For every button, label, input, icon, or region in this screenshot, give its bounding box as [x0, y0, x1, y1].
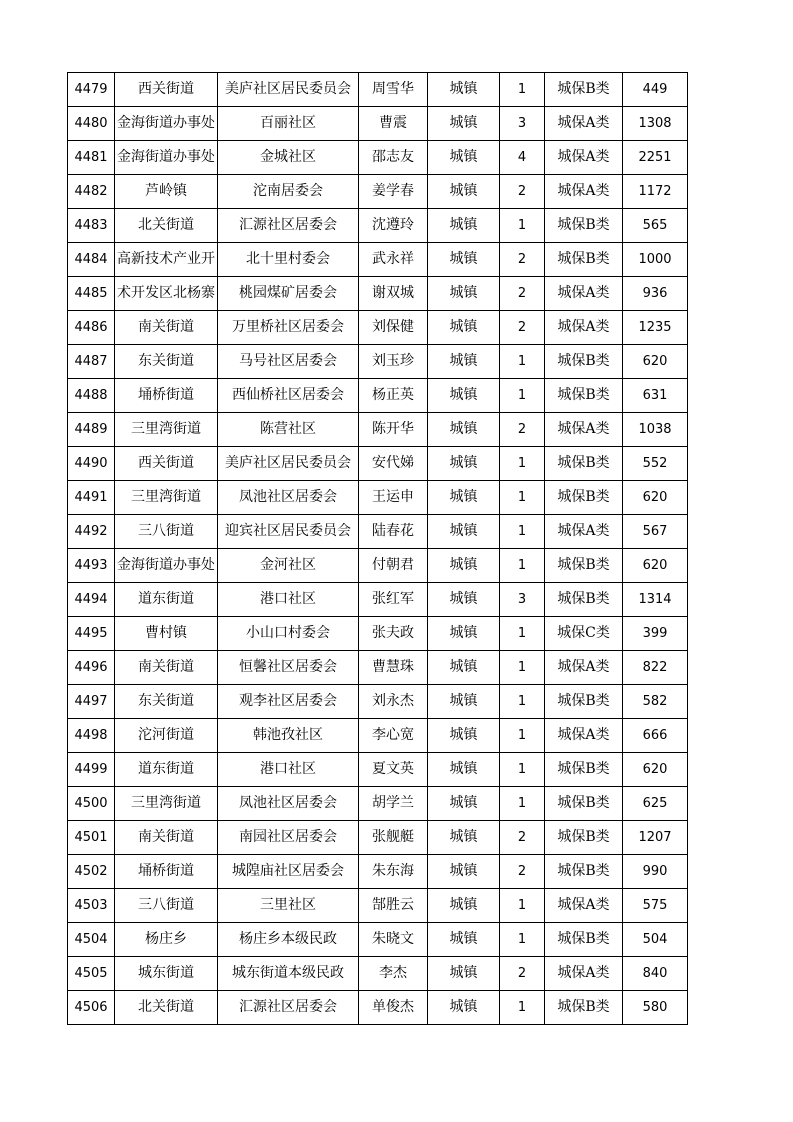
community-cell: 陈营社区 — [218, 413, 359, 447]
name-cell: 邵志友 — [359, 141, 428, 175]
community-cell: 美庐社区居民委员会 — [218, 447, 359, 481]
amount-cell: 552 — [623, 447, 688, 481]
name-cell: 姜学春 — [359, 175, 428, 209]
household-count-cell: 2 — [500, 821, 545, 855]
community-cell: 百丽社区 — [218, 107, 359, 141]
household-count-cell: 1 — [500, 447, 545, 481]
community-cell: 南园社区居委会 — [218, 821, 359, 855]
table-row — [68, 413, 688, 447]
community-cell: 恒馨社区居委会 — [218, 651, 359, 685]
table-row — [68, 447, 688, 481]
insurance-category-cell: 城保B类 — [545, 481, 623, 515]
subdistrict-cell: 沱河街道 — [115, 719, 218, 753]
area-type-cell: 城镇 — [428, 73, 500, 107]
subdistrict-cell: 曹村镇 — [115, 617, 218, 651]
household-count-cell: 1 — [500, 991, 545, 1025]
subdistrict-cell: 杨庄乡 — [115, 923, 218, 957]
serial-number-cell: 4504 — [68, 923, 115, 957]
subdistrict-cell: 金海街道办事处 — [115, 141, 218, 175]
subdistrict-cell: 道东街道 — [115, 583, 218, 617]
community-cell: 桃园煤矿居委会 — [218, 277, 359, 311]
serial-number-cell: 4506 — [68, 991, 115, 1025]
amount-cell: 1038 — [623, 413, 688, 447]
insurance-category-cell: 城保B类 — [545, 787, 623, 821]
community-cell: 凤池社区居委会 — [218, 481, 359, 515]
name-cell: 胡学兰 — [359, 787, 428, 821]
subdistrict-cell: 三八街道 — [115, 515, 218, 549]
table-row — [68, 855, 688, 889]
area-type-cell: 城镇 — [428, 685, 500, 719]
area-type-cell: 城镇 — [428, 855, 500, 889]
roster-table — [67, 72, 688, 1025]
amount-cell: 580 — [623, 991, 688, 1025]
serial-number-cell: 4488 — [68, 379, 115, 413]
table-row — [68, 311, 688, 345]
insurance-category-cell: 城保B类 — [545, 991, 623, 1025]
household-count-cell: 1 — [500, 549, 545, 583]
name-cell: 单俊杰 — [359, 991, 428, 1025]
community-cell: 美庐社区居民委员会 — [218, 73, 359, 107]
serial-number-cell: 4498 — [68, 719, 115, 753]
serial-number-cell: 4487 — [68, 345, 115, 379]
amount-cell: 1314 — [623, 583, 688, 617]
table-row — [68, 73, 688, 107]
name-cell: 陆春花 — [359, 515, 428, 549]
serial-number-cell: 4491 — [68, 481, 115, 515]
table-row — [68, 515, 688, 549]
area-type-cell: 城镇 — [428, 209, 500, 243]
serial-number-cell: 4495 — [68, 617, 115, 651]
insurance-category-cell: 城保B类 — [545, 753, 623, 787]
roster-body — [68, 73, 688, 1025]
name-cell: 李杰 — [359, 957, 428, 991]
name-cell: 王运申 — [359, 481, 428, 515]
amount-cell: 449 — [623, 73, 688, 107]
area-type-cell: 城镇 — [428, 889, 500, 923]
name-cell: 郜胜云 — [359, 889, 428, 923]
community-cell: 港口社区 — [218, 753, 359, 787]
table-row — [68, 481, 688, 515]
name-cell: 张夫政 — [359, 617, 428, 651]
name-cell: 陈开华 — [359, 413, 428, 447]
area-type-cell: 城镇 — [428, 787, 500, 821]
area-type-cell: 城镇 — [428, 719, 500, 753]
area-type-cell: 城镇 — [428, 311, 500, 345]
subdistrict-cell: 城东街道 — [115, 957, 218, 991]
subdistrict-cell: 北关街道 — [115, 991, 218, 1025]
household-count-cell: 2 — [500, 277, 545, 311]
household-count-cell: 1 — [500, 515, 545, 549]
community-cell: 汇源社区居委会 — [218, 991, 359, 1025]
insurance-category-cell: 城保A类 — [545, 175, 623, 209]
area-type-cell: 城镇 — [428, 413, 500, 447]
name-cell: 安代娣 — [359, 447, 428, 481]
amount-cell: 625 — [623, 787, 688, 821]
insurance-category-cell: 城保B类 — [545, 549, 623, 583]
household-count-cell: 1 — [500, 379, 545, 413]
community-cell: 沱南居委会 — [218, 175, 359, 209]
subdistrict-cell: 南关街道 — [115, 311, 218, 345]
insurance-category-cell: 城保B类 — [545, 379, 623, 413]
insurance-category-cell: 城保A类 — [545, 515, 623, 549]
household-count-cell: 1 — [500, 651, 545, 685]
area-type-cell: 城镇 — [428, 447, 500, 481]
table-row — [68, 379, 688, 413]
community-cell: 城东街道本级民政 — [218, 957, 359, 991]
insurance-category-cell: 城保B类 — [545, 243, 623, 277]
serial-number-cell: 4479 — [68, 73, 115, 107]
area-type-cell: 城镇 — [428, 481, 500, 515]
household-count-cell: 1 — [500, 923, 545, 957]
community-cell: 马号社区居委会 — [218, 345, 359, 379]
serial-number-cell: 4499 — [68, 753, 115, 787]
area-type-cell: 城镇 — [428, 549, 500, 583]
serial-number-cell: 4492 — [68, 515, 115, 549]
household-count-cell: 2 — [500, 311, 545, 345]
community-cell: 观李社区居委会 — [218, 685, 359, 719]
subdistrict-cell: 术开发区北杨寨 — [115, 277, 218, 311]
table-row — [68, 277, 688, 311]
amount-cell: 582 — [623, 685, 688, 719]
subdistrict-cell: 南关街道 — [115, 651, 218, 685]
household-count-cell: 1 — [500, 345, 545, 379]
name-cell: 沈遵玲 — [359, 209, 428, 243]
serial-number-cell: 4500 — [68, 787, 115, 821]
table-row — [68, 617, 688, 651]
amount-cell: 620 — [623, 753, 688, 787]
household-count-cell: 2 — [500, 957, 545, 991]
area-type-cell: 城镇 — [428, 753, 500, 787]
insurance-category-cell: 城保A类 — [545, 107, 623, 141]
area-type-cell: 城镇 — [428, 243, 500, 277]
subdistrict-cell: 西关街道 — [115, 447, 218, 481]
insurance-category-cell: 城保B类 — [545, 209, 623, 243]
household-count-cell: 1 — [500, 481, 545, 515]
name-cell: 曹震 — [359, 107, 428, 141]
subdistrict-cell: 北关街道 — [115, 209, 218, 243]
name-cell: 李心宽 — [359, 719, 428, 753]
household-count-cell: 1 — [500, 787, 545, 821]
name-cell: 杨正英 — [359, 379, 428, 413]
area-type-cell: 城镇 — [428, 141, 500, 175]
community-cell: 金河社区 — [218, 549, 359, 583]
subdistrict-cell: 金海街道办事处 — [115, 107, 218, 141]
household-count-cell: 1 — [500, 685, 545, 719]
insurance-category-cell: 城保A类 — [545, 651, 623, 685]
insurance-category-cell: 城保A类 — [545, 311, 623, 345]
area-type-cell: 城镇 — [428, 821, 500, 855]
household-count-cell: 3 — [500, 583, 545, 617]
household-count-cell: 2 — [500, 413, 545, 447]
amount-cell: 575 — [623, 889, 688, 923]
community-cell: 凤池社区居委会 — [218, 787, 359, 821]
serial-number-cell: 4502 — [68, 855, 115, 889]
area-type-cell: 城镇 — [428, 277, 500, 311]
subdistrict-cell: 三里湾街道 — [115, 413, 218, 447]
insurance-category-cell: 城保B类 — [545, 685, 623, 719]
name-cell: 朱晓文 — [359, 923, 428, 957]
table-row — [68, 583, 688, 617]
community-cell: 万里桥社区居委会 — [218, 311, 359, 345]
community-cell: 迎宾社区居民委员会 — [218, 515, 359, 549]
subdistrict-cell: 芦岭镇 — [115, 175, 218, 209]
community-cell: 北十里村委会 — [218, 243, 359, 277]
name-cell: 武永祥 — [359, 243, 428, 277]
insurance-category-cell: 城保B类 — [545, 923, 623, 957]
insurance-category-cell: 城保B类 — [545, 345, 623, 379]
insurance-category-cell: 城保A类 — [545, 141, 623, 175]
name-cell: 夏文英 — [359, 753, 428, 787]
insurance-category-cell: 城保A类 — [545, 889, 623, 923]
serial-number-cell: 4489 — [68, 413, 115, 447]
name-cell: 刘保健 — [359, 311, 428, 345]
subdistrict-cell: 道东街道 — [115, 753, 218, 787]
insurance-category-cell: 城保B类 — [545, 821, 623, 855]
community-cell: 城隍庙社区居委会 — [218, 855, 359, 889]
serial-number-cell: 4494 — [68, 583, 115, 617]
amount-cell: 620 — [623, 481, 688, 515]
amount-cell: 565 — [623, 209, 688, 243]
serial-number-cell: 4483 — [68, 209, 115, 243]
table-row — [68, 957, 688, 991]
household-count-cell: 1 — [500, 753, 545, 787]
insurance-category-cell: 城保A类 — [545, 719, 623, 753]
subdistrict-cell: 三里湾街道 — [115, 787, 218, 821]
serial-number-cell: 4493 — [68, 549, 115, 583]
insurance-category-cell: 城保C类 — [545, 617, 623, 651]
insurance-category-cell: 城保B类 — [545, 583, 623, 617]
subdistrict-cell: 埇桥街道 — [115, 855, 218, 889]
insurance-category-cell: 城保B类 — [545, 447, 623, 481]
amount-cell: 620 — [623, 549, 688, 583]
area-type-cell: 城镇 — [428, 107, 500, 141]
subdistrict-cell: 金海街道办事处 — [115, 549, 218, 583]
serial-number-cell: 4486 — [68, 311, 115, 345]
table-row — [68, 651, 688, 685]
table-row — [68, 923, 688, 957]
name-cell: 刘玉珍 — [359, 345, 428, 379]
serial-number-cell: 4482 — [68, 175, 115, 209]
area-type-cell: 城镇 — [428, 175, 500, 209]
amount-cell: 1235 — [623, 311, 688, 345]
community-cell: 汇源社区居委会 — [218, 209, 359, 243]
amount-cell: 504 — [623, 923, 688, 957]
table-row — [68, 107, 688, 141]
area-type-cell: 城镇 — [428, 583, 500, 617]
insurance-category-cell: 城保A类 — [545, 413, 623, 447]
table-row — [68, 175, 688, 209]
amount-cell: 2251 — [623, 141, 688, 175]
amount-cell: 631 — [623, 379, 688, 413]
amount-cell: 840 — [623, 957, 688, 991]
amount-cell: 990 — [623, 855, 688, 889]
community-cell: 金城社区 — [218, 141, 359, 175]
name-cell: 付朝君 — [359, 549, 428, 583]
area-type-cell: 城镇 — [428, 515, 500, 549]
insurance-category-cell: 城保A类 — [545, 277, 623, 311]
name-cell: 谢双城 — [359, 277, 428, 311]
serial-number-cell: 4490 — [68, 447, 115, 481]
household-count-cell: 1 — [500, 73, 545, 107]
table-row — [68, 243, 688, 277]
subdistrict-cell: 东关街道 — [115, 345, 218, 379]
amount-cell: 1207 — [623, 821, 688, 855]
household-count-cell: 4 — [500, 141, 545, 175]
area-type-cell: 城镇 — [428, 617, 500, 651]
area-type-cell: 城镇 — [428, 923, 500, 957]
area-type-cell: 城镇 — [428, 379, 500, 413]
amount-cell: 666 — [623, 719, 688, 753]
table-row — [68, 719, 688, 753]
amount-cell: 567 — [623, 515, 688, 549]
household-count-cell: 2 — [500, 175, 545, 209]
household-count-cell: 1 — [500, 719, 545, 753]
name-cell: 刘永杰 — [359, 685, 428, 719]
amount-cell: 936 — [623, 277, 688, 311]
table-row — [68, 821, 688, 855]
serial-number-cell: 4485 — [68, 277, 115, 311]
insurance-category-cell: 城保B类 — [545, 855, 623, 889]
serial-number-cell: 4505 — [68, 957, 115, 991]
area-type-cell: 城镇 — [428, 991, 500, 1025]
name-cell: 周雪华 — [359, 73, 428, 107]
household-count-cell: 1 — [500, 617, 545, 651]
insurance-category-cell: 城保A类 — [545, 957, 623, 991]
name-cell: 朱东海 — [359, 855, 428, 889]
subdistrict-cell: 南关街道 — [115, 821, 218, 855]
area-type-cell: 城镇 — [428, 957, 500, 991]
amount-cell: 822 — [623, 651, 688, 685]
serial-number-cell: 4484 — [68, 243, 115, 277]
subdistrict-cell: 三里湾街道 — [115, 481, 218, 515]
table-row — [68, 991, 688, 1025]
household-count-cell: 1 — [500, 209, 545, 243]
amount-cell: 620 — [623, 345, 688, 379]
community-cell: 三里社区 — [218, 889, 359, 923]
table-row — [68, 753, 688, 787]
area-type-cell: 城镇 — [428, 651, 500, 685]
serial-number-cell: 4480 — [68, 107, 115, 141]
community-cell: 西仙桥社区居委会 — [218, 379, 359, 413]
serial-number-cell: 4496 — [68, 651, 115, 685]
name-cell: 张红军 — [359, 583, 428, 617]
amount-cell: 1000 — [623, 243, 688, 277]
amount-cell: 1308 — [623, 107, 688, 141]
name-cell: 曹慧珠 — [359, 651, 428, 685]
community-cell: 杨庄乡本级民政 — [218, 923, 359, 957]
community-cell: 韩池孜社区 — [218, 719, 359, 753]
serial-number-cell: 4503 — [68, 889, 115, 923]
serial-number-cell: 4497 — [68, 685, 115, 719]
subdistrict-cell: 三八街道 — [115, 889, 218, 923]
area-type-cell: 城镇 — [428, 345, 500, 379]
community-cell: 小山口村委会 — [218, 617, 359, 651]
amount-cell: 1172 — [623, 175, 688, 209]
table-row — [68, 685, 688, 719]
amount-cell: 399 — [623, 617, 688, 651]
community-cell: 港口社区 — [218, 583, 359, 617]
serial-number-cell: 4501 — [68, 821, 115, 855]
insurance-category-cell: 城保B类 — [545, 73, 623, 107]
name-cell: 张舰艇 — [359, 821, 428, 855]
household-count-cell: 3 — [500, 107, 545, 141]
serial-number-cell: 4481 — [68, 141, 115, 175]
subdistrict-cell: 埇桥街道 — [115, 379, 218, 413]
table-row — [68, 549, 688, 583]
household-count-cell: 2 — [500, 855, 545, 889]
table-row — [68, 889, 688, 923]
subdistrict-cell: 高新技术产业开 — [115, 243, 218, 277]
subdistrict-cell: 西关街道 — [115, 73, 218, 107]
table-row — [68, 787, 688, 821]
household-count-cell: 2 — [500, 243, 545, 277]
subdistrict-cell: 东关街道 — [115, 685, 218, 719]
table-row — [68, 209, 688, 243]
table-row — [68, 141, 688, 175]
table-row — [68, 345, 688, 379]
household-count-cell: 1 — [500, 889, 545, 923]
